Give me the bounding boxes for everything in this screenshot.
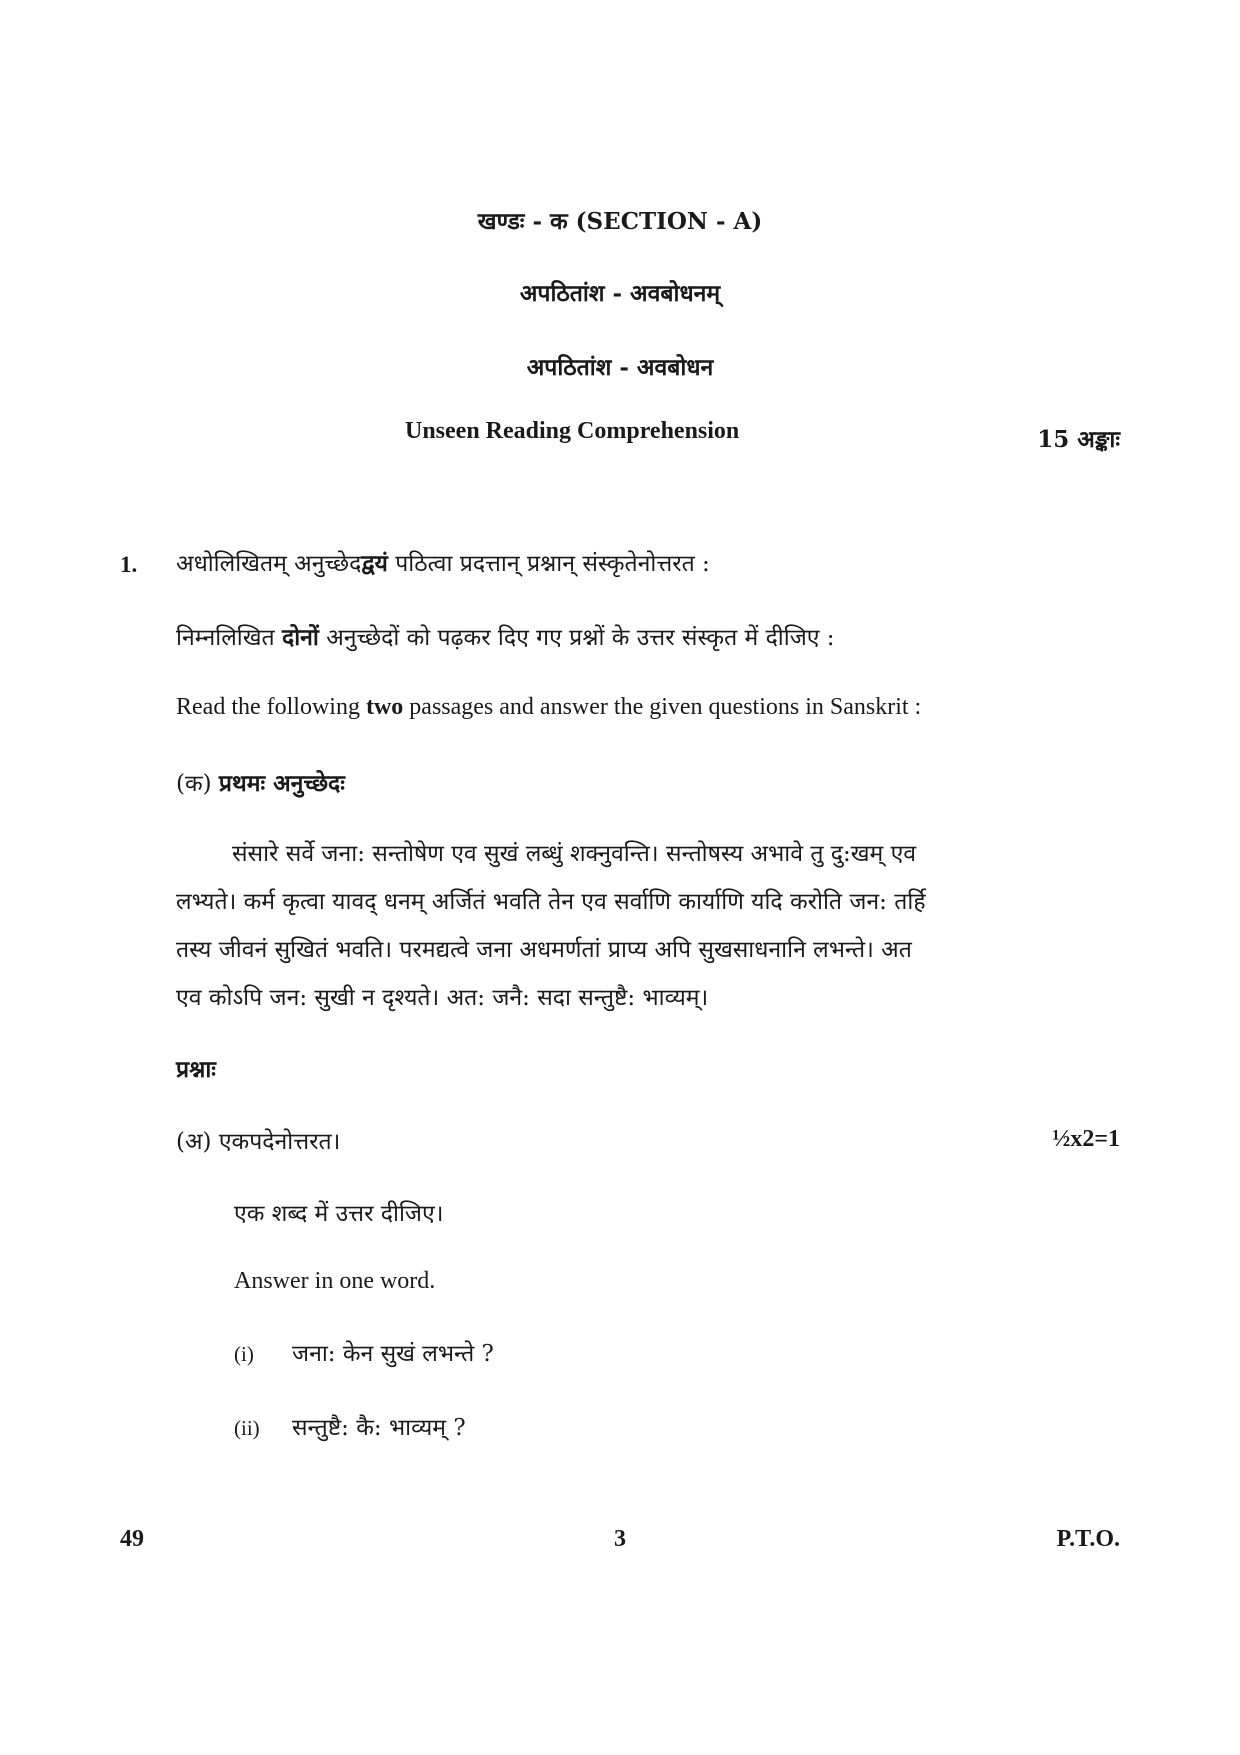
- question-number: 1.: [120, 552, 138, 577]
- total-marks: 15 अङ्काः: [1037, 426, 1120, 453]
- passage-line: तस्य जीवनं सुखितं भवति। परमद्यत्वे जना अधमर्णतां प्राप्य अपि सुखसाधनानि लभन्ते। अत: [176, 937, 912, 963]
- passage-line: एव कोऽपि जन: सुखी न दृश्यते। अत: जनै: सदा सन्तुष्टै: भाव्यम्।: [176, 985, 709, 1011]
- subquestion-a-english: Answer in one word.: [234, 1268, 436, 1294]
- item-number: (ii): [234, 1416, 260, 1440]
- item-number: (i): [234, 1342, 254, 1366]
- instruction-sanskrit: अधोलिखितम् अनुच्छेदद्वयं पठित्वा प्रदत्तान् प्रश्नान् संस्कृतेनोत्तरत :: [176, 550, 710, 577]
- subquestion-a-hindi: एक शब्द में उत्तर दीजिए।: [234, 1201, 444, 1227]
- subquestion-a-label: (अ) एकपदेनोत्तरत।: [176, 1129, 341, 1155]
- item-text: जना: केन सुखं लभन्ते ?: [292, 1341, 494, 1367]
- title-english: Unseen Reading Comprehension: [405, 418, 740, 444]
- passage-line: संसारे सर्वे जना: सन्तोषेण एव सुखं लब्धुं शक्नुवन्ति। सन्तोषस्य अभावे तु दु:खम् एव: [232, 841, 917, 867]
- item-text: सन्तुष्टै: कै: भाव्यम् ?: [292, 1415, 466, 1441]
- title-hindi: अपठितांश - अवबोधन: [526, 354, 714, 381]
- questions-heading: प्रश्नाः: [176, 1056, 216, 1083]
- footer-code: 49: [120, 1526, 144, 1552]
- instruction-hindi: निम्नलिखित दोनों अनुच्छेदों को पढ़कर दिए गए प्रश्नों के उत्तर संस्कृत में दीजिए :: [176, 624, 835, 651]
- page-number: 3: [614, 1526, 626, 1552]
- title-sanskrit: अपठितांश - अवबोधनम्: [519, 280, 721, 307]
- instruction-english: Read the following two passages and answer the given questions in Sanskrit :: [176, 694, 922, 720]
- footer-pto: P.T.O.: [1056, 1526, 1120, 1552]
- passage-label: (क) प्रथमः अनुच्छेदः: [176, 770, 345, 797]
- section-heading: खण्डः - क (SECTION - A): [477, 208, 763, 235]
- passage-line: लभ्यते। कर्म कृत्वा यावद् धनम् अर्जितं भवति तेन एव सर्वाणि कार्याणि यदि करोति जन: तर्हि: [176, 889, 926, 915]
- subquestion-a-marks: ½x2=1: [1052, 1126, 1120, 1152]
